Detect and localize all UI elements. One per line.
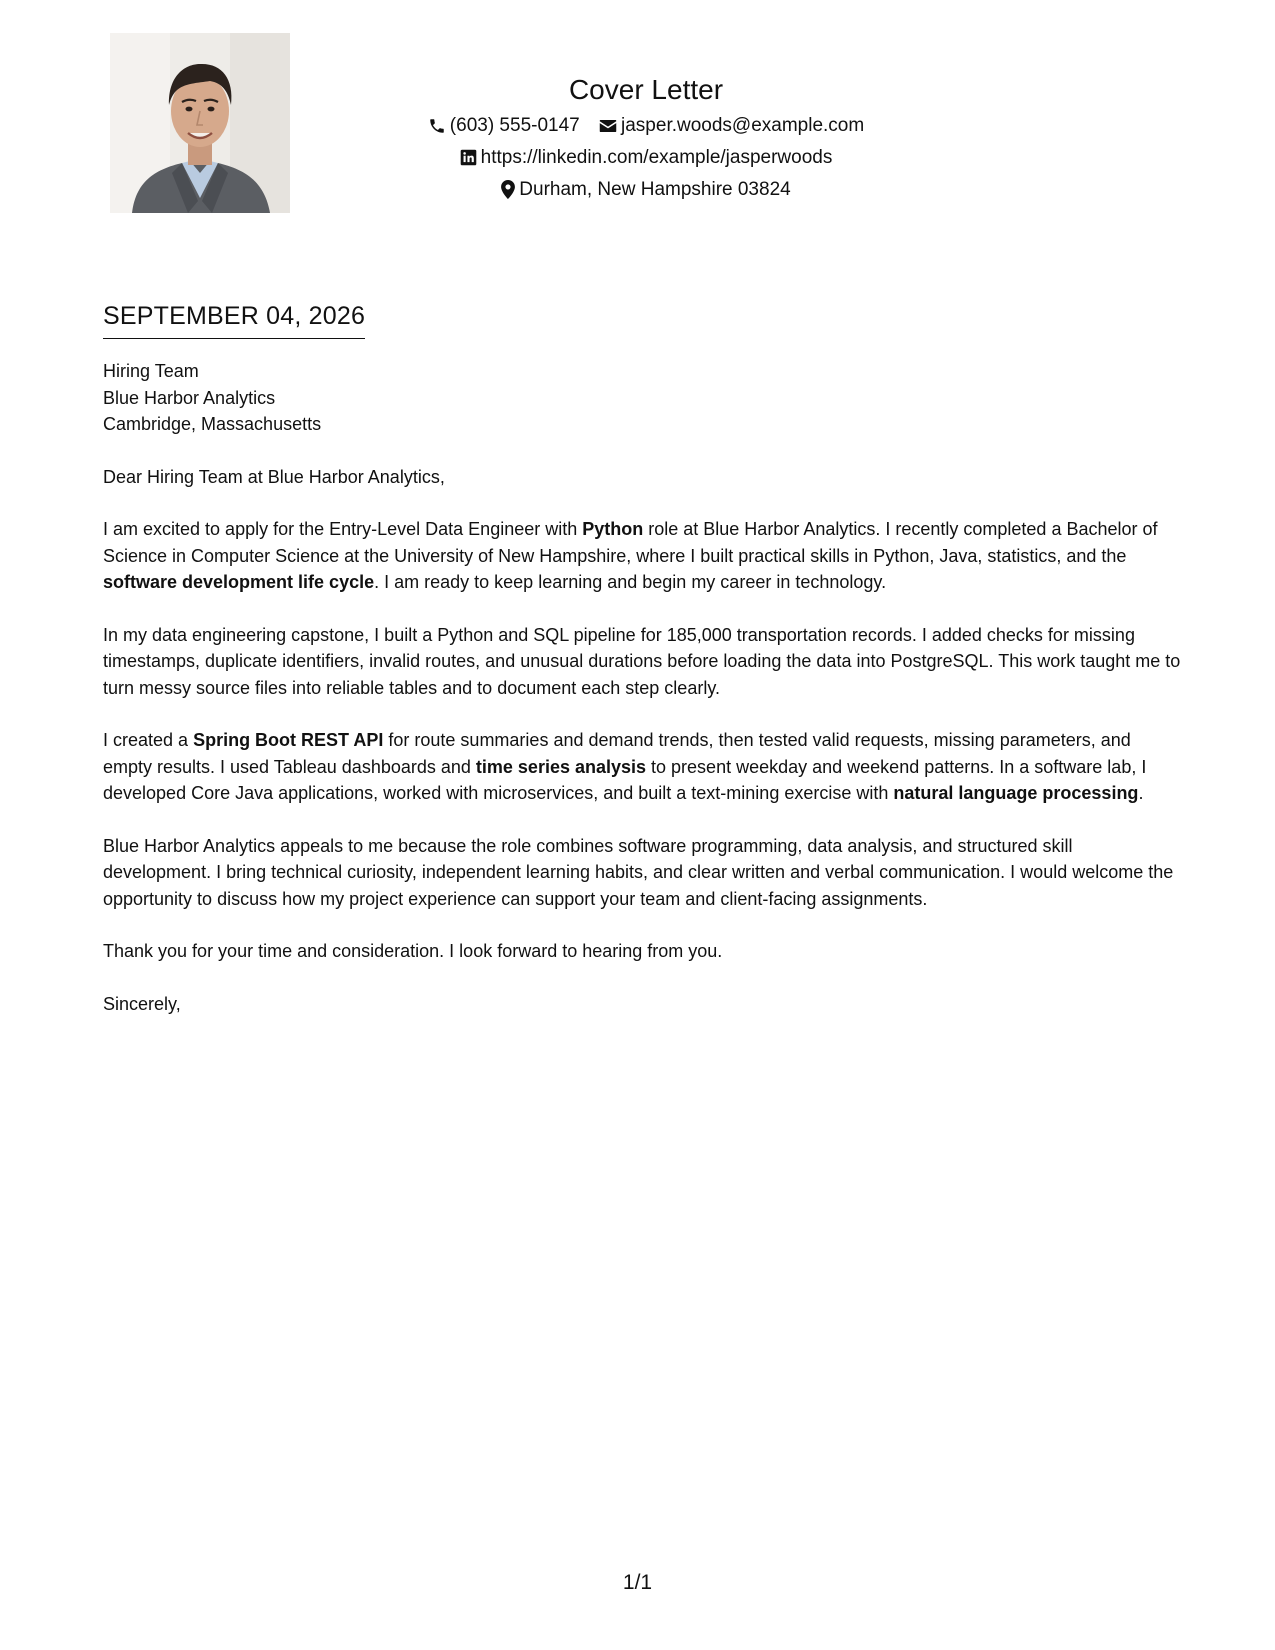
- phone-number: (603) 555-0147: [449, 115, 580, 136]
- paragraph-3-text-a: I created a: [103, 730, 194, 750]
- linkedin-url: https://linkedin.com/example/jasperwoods: [480, 147, 833, 168]
- letter-header: [290, 70, 1002, 206]
- contact-line-linkedin: [290, 142, 1002, 174]
- recipient-line-3: Cambridge, Massachusetts: [103, 414, 322, 434]
- email-contact: [599, 110, 864, 142]
- letter-body: [103, 358, 1183, 1043]
- contact-line-location: [290, 174, 1002, 206]
- paragraph-1-bold-d: software development life cycle: [103, 572, 375, 592]
- paragraph-3-text-c: for route summaries and demand trends, then tested valid requests, missing parameters, and empty results. I used Tableau dashboards and: [103, 730, 1131, 777]
- paragraph-1-bold-b: Python: [582, 519, 644, 539]
- paragraph-4: Blue Harbor Analytics appeals to me because the role combines software programming, data analysis, and structured skill development. I bring technical curiosity, independent learning habits, and clear written and verbal communication. I would welcome the opportunity to discuss how my project experience can support your team and client-facing assignments.: [103, 835, 1174, 909]
- contact-line-phone-email: [290, 110, 1002, 142]
- recipient-address: [103, 358, 1183, 438]
- paragraph-3-text-g: .: [1138, 783, 1144, 803]
- location-text: Durham, New Hampshire 03824: [519, 179, 791, 200]
- email-address: jasper.woods@example.com: [621, 115, 865, 136]
- paragraph-3: [103, 727, 1183, 807]
- paragraph-3-bold-f: natural language processing: [893, 783, 1139, 803]
- date-block: [103, 298, 365, 339]
- location-contact: [501, 174, 790, 206]
- page-number: 1/1: [622, 1571, 653, 1594]
- map-marker-icon: [501, 174, 515, 206]
- letter-date: SEPTEMBER 04, 2026: [103, 298, 365, 339]
- envelope-icon: [599, 110, 617, 142]
- paragraph-1-text-e: . I am ready to keep learning and begin my career in technology.: [374, 572, 887, 592]
- profile-photo: [110, 33, 290, 213]
- phone-icon: [428, 110, 446, 142]
- salutation: Dear Hiring Team at Blue Harbor Analytics,: [103, 466, 445, 487]
- paragraph-5: Thank you for your time and consideration. I look forward to hearing from you.: [103, 941, 723, 961]
- paragraph-1-text-a: I am excited to apply for the Entry-Level Data Engineer with: [103, 519, 583, 539]
- page-title: Cover Letter: [568, 74, 724, 105]
- paragraph-3-bold-b: Spring Boot REST API: [193, 730, 384, 750]
- recipient-line-2: Blue Harbor Analytics: [103, 387, 276, 408]
- paragraph-2: In my data engineering capstone, I built a Python and SQL pipeline for 185,000 transportation records. I added checks for missing timestamps, duplicate identifiers, invalid routes, and unusual durations before loading the data into PostgreSQL. This work taught me to turn messy source files into reliable tables and to document each step clearly.: [103, 624, 1181, 698]
- paragraph-1: [103, 516, 1183, 596]
- recipient-line-1: Hiring Team: [103, 361, 199, 381]
- closing: Sincerely,: [103, 993, 181, 1014]
- paragraph-3-bold-d: time series analysis: [475, 756, 647, 777]
- phone-contact: [428, 110, 580, 142]
- linkedin-contact: [460, 142, 833, 174]
- linkedin-icon: [460, 142, 477, 174]
- paragraph-1-text-c: role at Blue Harbor Analytics. I recently completed a Bachelor of Science in Computer Science at the University of New Hampshire, where I built practical skills in Python, Java, statistics, and the: [103, 519, 1158, 566]
- paragraph-3-text-e: to present weekday and weekend patterns. In a software lab, I developed Core Java applications, worked with microservices, and built a text-mining exercise with: [103, 756, 1147, 803]
